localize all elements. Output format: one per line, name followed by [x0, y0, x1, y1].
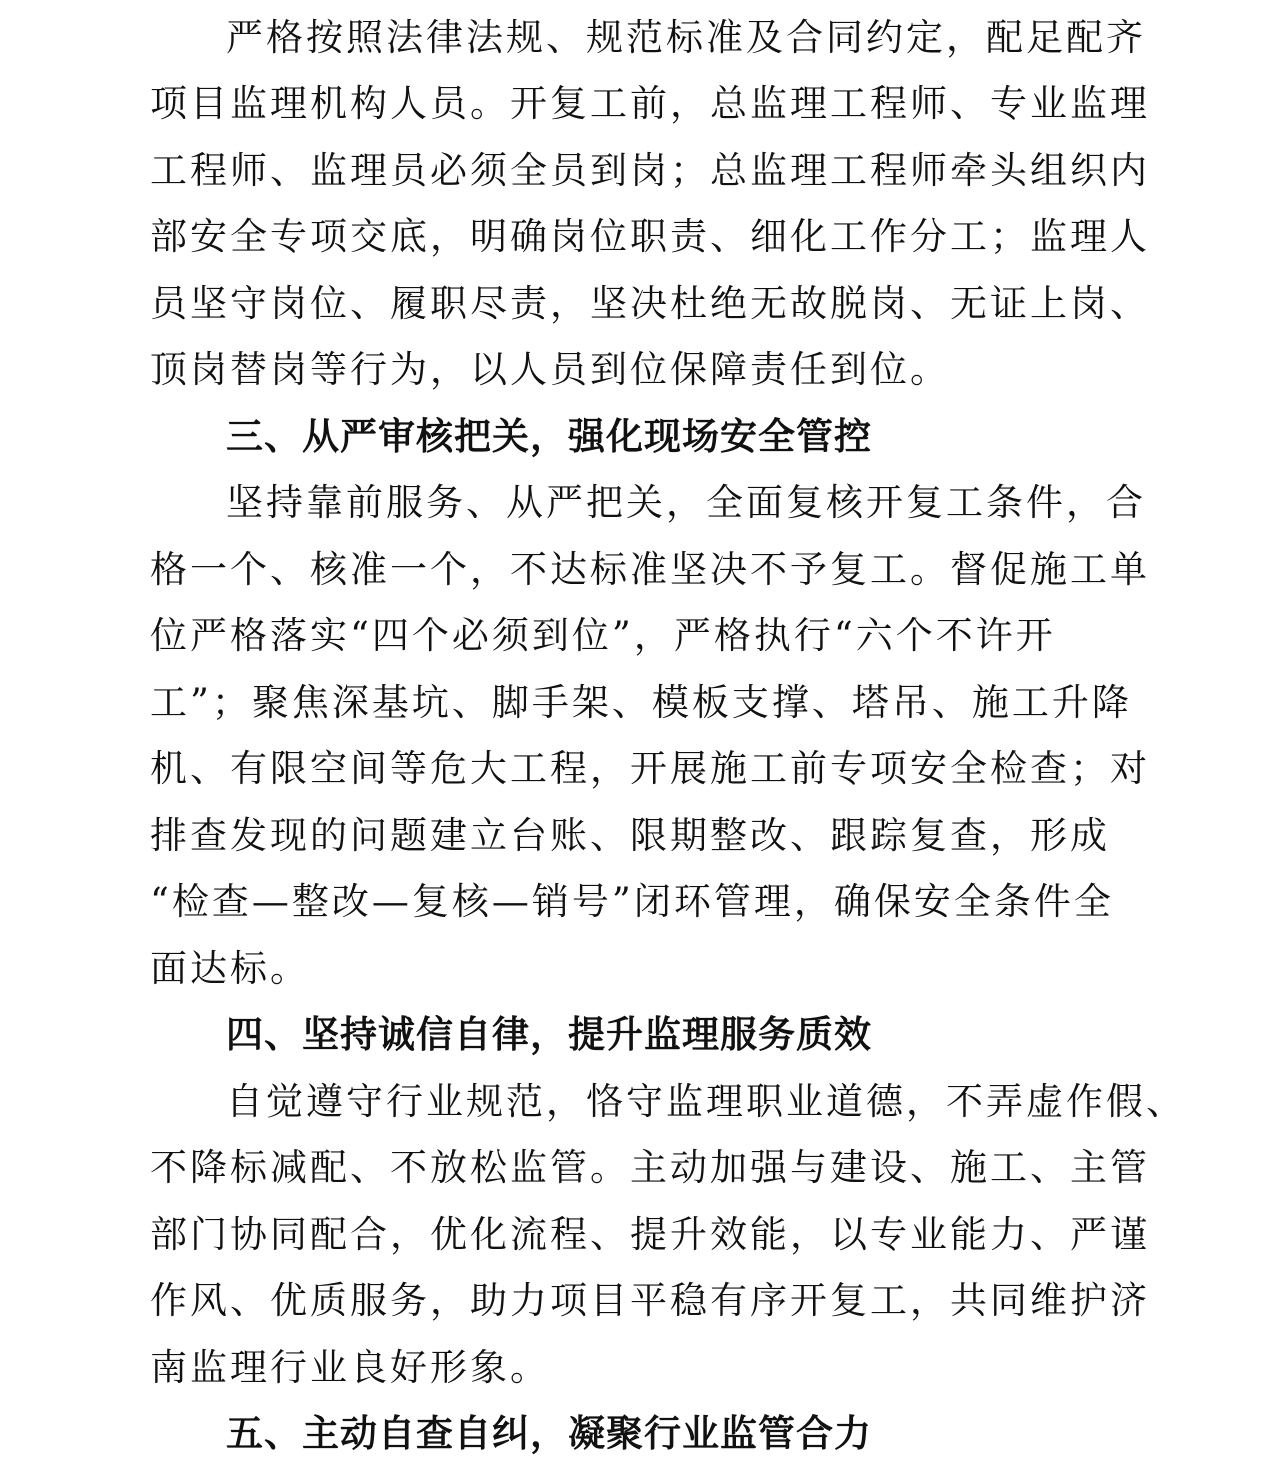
text-line-5: 员坚守岗位、履职尽责，坚决杜绝无故脱岗、无证上岗、 [150, 282, 1150, 325]
text-line-17: 部门协同配合，优化流程、提升效能，以专业能力、严谨 [150, 1213, 1150, 1256]
text-line-8: 格一个、核准一个，不达标准坚决不予复工。督促施工单 [150, 548, 1150, 591]
text-line-9: 位严格落实“四个必须到位”，严格执行“六个不许开 [150, 614, 1056, 657]
text-line-13: “检查—整改—复核—销号”闭环管理，确保安全条件全 [150, 880, 1114, 923]
section-heading-3: 三、从严审核把关，强化现场安全管控 [226, 415, 872, 458]
text-line-14: 面达标。 [150, 947, 310, 990]
text-line-10: 工”；聚焦深基坑、脚手架、模板支撑、塔吊、施工升降 [150, 681, 1132, 724]
section-heading-5: 五、主动自查自纠，凝聚行业监管合力 [226, 1412, 872, 1455]
text-line-19: 南监理行业良好形象。 [150, 1346, 550, 1389]
text-line-16: 不降标减配、不放松监管。主动加强与建设、施工、主管 [150, 1146, 1150, 1189]
text-line-15: 自觉遵守行业规范，恪守监理职业道德，不弄虚作假、 [226, 1080, 1186, 1123]
text-line-12: 排查发现的问题建立台账、限期整改、跟踪复查，形成 [150, 814, 1110, 857]
text-line-7: 坚持靠前服务、从严把关，全面复核开复工条件，合 [226, 481, 1146, 524]
text-line-18: 作风、优质服务，助力项目平稳有序开复工，共同维护济 [150, 1279, 1150, 1322]
text-line-2: 项目监理机构人员。开复工前，总监理工程师、专业监理 [150, 82, 1150, 125]
section-heading-4: 四、坚持诚信自律，提升监理服务质效 [226, 1013, 872, 1056]
text-line-1: 严格按照法律法规、规范标准及合同约定，配足配齐 [226, 16, 1146, 59]
text-line-11: 机、有限空间等危大工程，开展施工前专项安全检查；对 [150, 747, 1150, 790]
text-line-4: 部安全专项交底，明确岗位职责、细化工作分工；监理人 [150, 215, 1150, 258]
text-line-6: 顶岗替岗等行为，以人员到位保障责任到位。 [150, 348, 950, 391]
text-line-3: 工程师、监理员必须全员到岗；总监理工程师牵头组织内 [150, 149, 1150, 192]
